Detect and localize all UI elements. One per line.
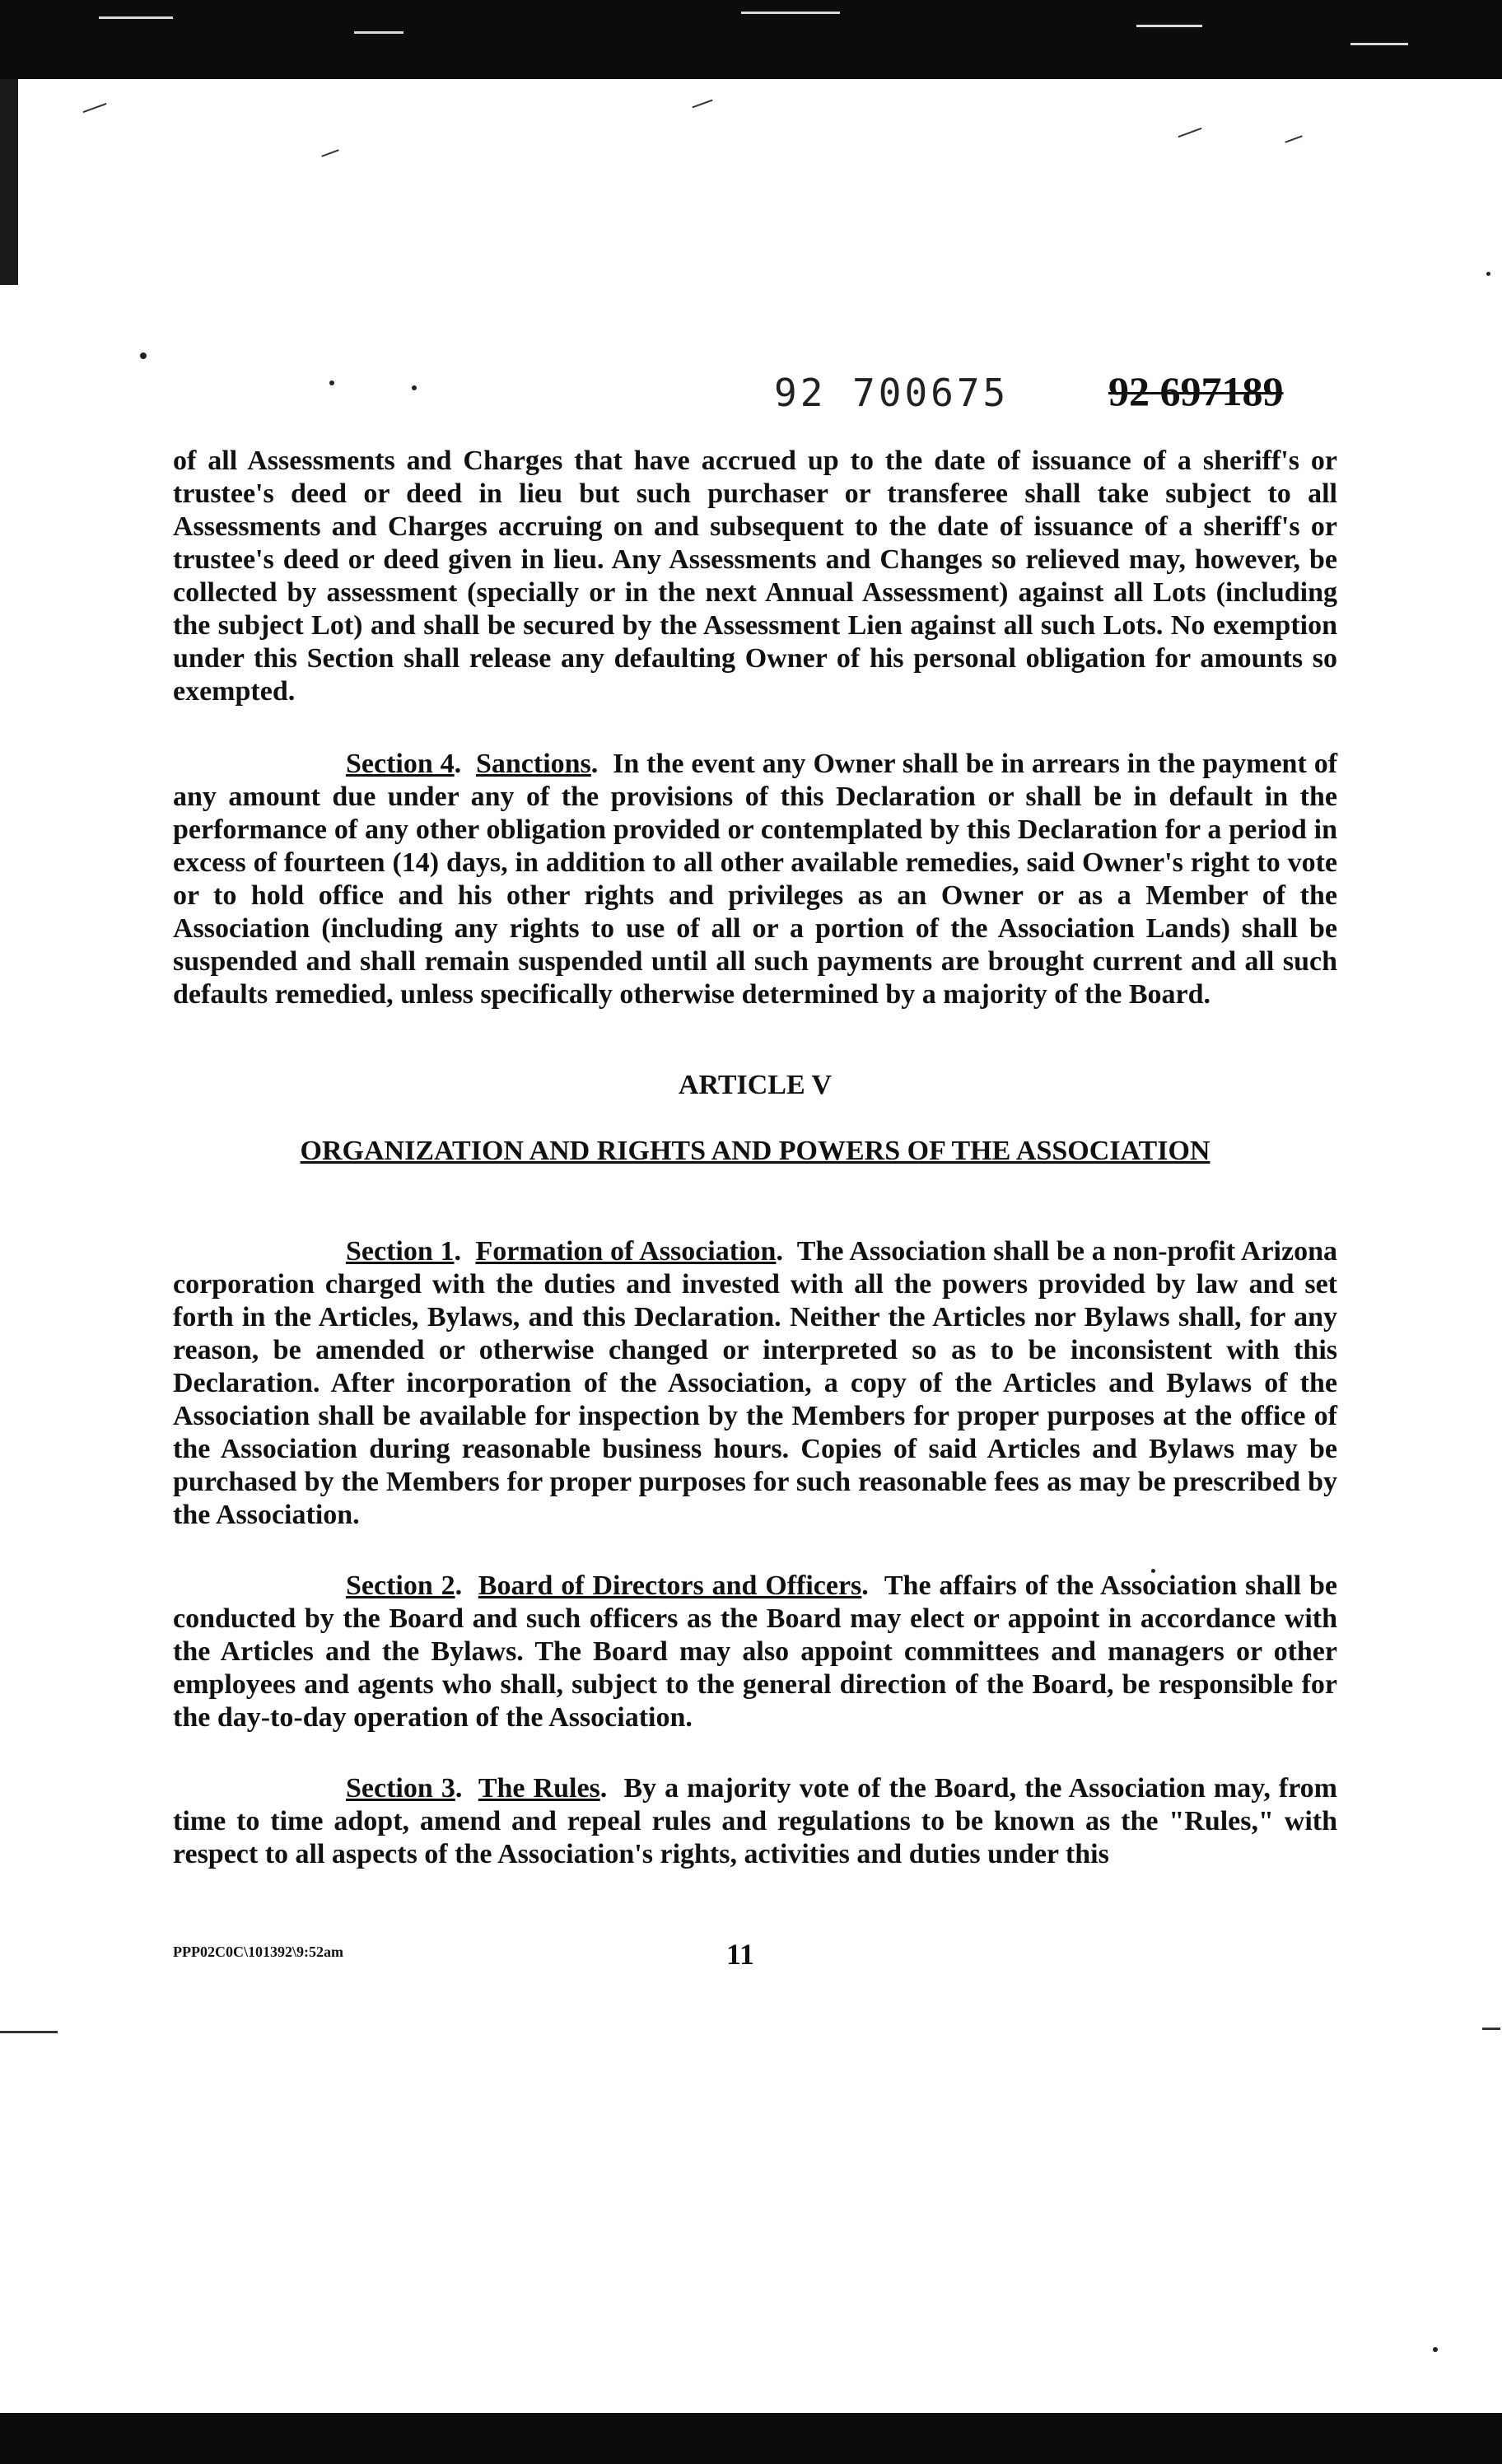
article-title: ORGANIZATION AND RIGHTS AND POWERS OF THE ASSOCIATION [300, 1136, 1210, 1166]
section-label: Section 3 [346, 1773, 455, 1804]
scan-speck [412, 385, 417, 390]
scan-speck [1486, 272, 1490, 276]
file-code: PPP02C0C\101392\9:52am [173, 1944, 343, 1960]
section-body: By a majority vote of the Board, the Association may, from time to time adopt, amend and repeal rules and regulations to be known as the "Rules," with respect to all aspects of the Association's rights, activities and duties under this [173, 1773, 1337, 1869]
section-title: Board of Directors and Officers [478, 1570, 862, 1601]
scan-left-edge [0, 79, 18, 285]
section-title: Sanctions [475, 749, 591, 779]
page-number: 11 [726, 1938, 755, 1971]
scan-speck [0, 2031, 58, 2033]
scan-speck [140, 352, 147, 359]
article-number: ARTICLE V [678, 1070, 833, 1100]
struck-recording-number: 92 697189 [1108, 368, 1284, 414]
scan-speck [1482, 2028, 1500, 2030]
page-footer [173, 1937, 1337, 1970]
article-heading [173, 1069, 1337, 1168]
scan-speck [1285, 135, 1302, 142]
recording-number: 92 700675 [774, 371, 1010, 415]
section-title: Formation of Association [475, 1236, 777, 1267]
scan-bottom-border [0, 2413, 1502, 2464]
section-4-paragraph: Section 4. Sanctions. In the event any Owner shall be in arrears in the payment of any amount due under any of the provisions of this Declaration or shall be in default in the performance of any other obligation provided or contemplated by this Declaration for a period in excess of fourteen (14) days, in addition to all other available remedies, said Owner's right to vote or to hold office and his other rights and privileges as an Owner or as a Member of the Association (including any rights to use of all or a portion of the Association Lands) shall be suspended and shall remain suspended until all such payments are brought current and all such defaults remedied, unless specifically otherwise determined by a majority of the Board. [173, 749, 1338, 1010]
section-title: The Rules [478, 1773, 600, 1804]
section-label: Section 4 [346, 749, 455, 779]
section-3-paragraph: Section 3. The Rules. By a majority vote of the Board, the Association may, from time to time adopt, amend and repeal rules and regulations to be known as the "Rules," with respect to all aspects of the Association's rights, activities and duties under this [173, 1773, 1337, 1869]
scan-speck [329, 380, 334, 385]
section-1-paragraph: Section 1. Formation of Association. The Association shall be a non-profit Arizona corporation charged with the duties and invested with all the powers provided by law and set forth in the Articles, Bylaws, and this Declaration. Neither the Articles nor Bylaws shall, for any reason, be amended or otherwise changed or interpreted so as to be inconsistent with this Declaration. After incorporation of the Association, a copy of the Articles and Bylaws of the Association shall be available for inspection by the Members for proper purposes at the office of the Association during reasonable business hours. Copies of said Articles and Bylaws may be purchased by the Members for proper purposes for such reasonable fees as may be prescribed by the Association. [173, 1236, 1337, 1530]
document-body [173, 445, 1337, 1871]
scan-speck [692, 100, 712, 109]
scan-speck [321, 149, 338, 156]
section-body: In the event any Owner shall be in arrears in the payment of any amount due under any of the provisions of this Declaration or shall be in default in the performance of any other obligation provided or contemplated by this Declaration for a period in excess of fourteen (14) days, in addition to all other available remedies, said Owner's right to vote or to hold office and his other rights and privileges as an Owner or as a Member of the Association (including any rights to use of all or a portion of the Association Lands) shall be suspended and shall remain suspended until all such payments are brought current and all such defaults remedied, unless specifically otherwise determined by a majority of the Board. [173, 749, 1338, 1010]
section-2-paragraph: Section 2. Board of Directors and Officers. The affairs of the Association shall be conducted by the Board and such officers as the Board may elect or appoint in accordance with the Articles and the Bylaws. The Board may also appoint committees and managers or other employees and agents who shall, subject to the general direction of the Board, be responsible for the day-to-day operation of the Association. [173, 1570, 1337, 1733]
scan-speck [83, 103, 107, 113]
scan-top-border [0, 0, 1502, 79]
section-label: Section 1 [346, 1236, 455, 1267]
scan-speck [1178, 128, 1202, 138]
intro-paragraph: of all Assessments and Charges that have accrued up to the date of issuance of a sheriff's or trustee's deed or deed in lieu but such purchaser or transferee shall take subject to all Assessments and Charges accruing on and subsequent to the date of issuance of a sheriff's or trustee's deed or deed given in lieu. Any Assessments and Changes so relieved may, however, be collected by assessment (specially or in the next Annual Assessment) against all Lots (including the subject Lot) and shall be secured by the Assessment Lien against all such Lots. No exemption under this Section shall release any defaulting Owner of his personal obligation for amounts so exempted. [173, 446, 1337, 707]
section-body: The Association shall be a non-profit Arizona corporation charged with the duties and invested with all the powers provided by law and set forth in the Articles, Bylaws, and this Declaration. Neither the Articles nor Bylaws shall, for any reason, be amended or otherwise changed or interpreted so as to be inconsistent with this Declaration. After incorporation of the Association, a copy of the Articles and Bylaws of the Association shall be available for inspection by the Members for proper purposes at the office of the Association during reasonable business hours. Copies of said Articles and Bylaws may be purchased by the Members for proper purposes for such reasonable fees as may be prescribed by the Association. [173, 1236, 1337, 1530]
scan-speck [1433, 2347, 1438, 2352]
recording-numbers [774, 364, 1383, 422]
section-body: The affairs of the Association shall be conducted by the Board and such officers as the Board may elect or appoint in accordance with the Articles and the Bylaws. The Board may also appoint committees and managers or other employees and agents who shall, subject to the general direction of the Board, be responsible for the day-to-day operation of the Association. [173, 1570, 1337, 1733]
section-label: Section 2 [346, 1570, 455, 1601]
